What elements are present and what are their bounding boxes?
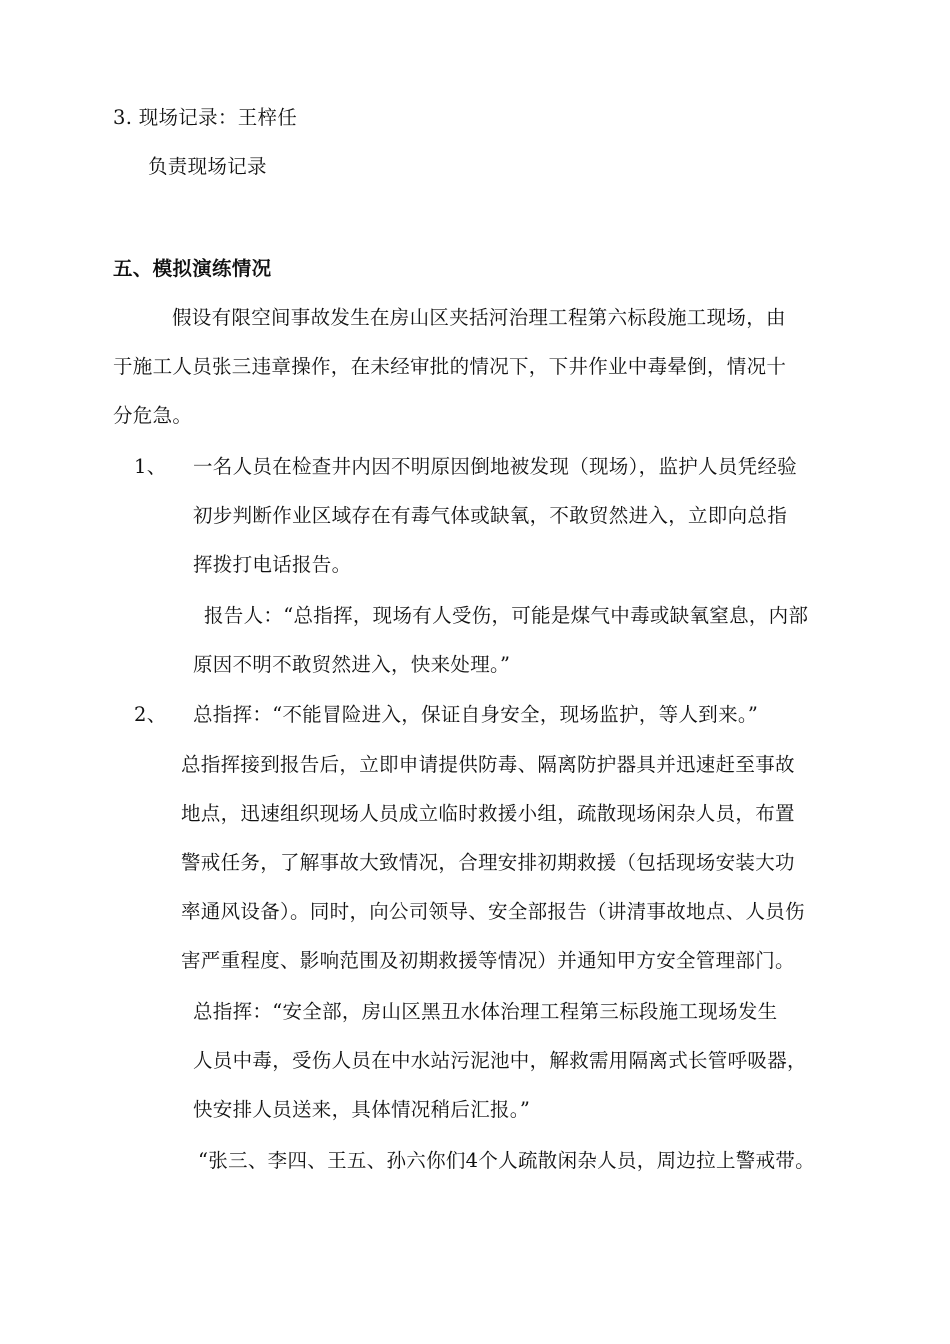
- item-2-line-4: 率通风设备）。同时，向公司领导、安全部报告（讲清事故地点、人员伤: [181, 900, 805, 923]
- intro-line-1: 假设有限空间事故发生在房山区夹括河治理工程第六标段施工现场，由: [172, 306, 786, 329]
- section-5-heading: 五、模拟演练情况: [113, 257, 272, 280]
- item-1-quote-line-1: 报告人：“总指挥，现场有人受伤，可能是煤气中毒或缺氧窒息，内部: [204, 604, 809, 627]
- item-2-first-line: 总指挥：“不能冒险进入，保证自身安全，现场监护，等人到来。”: [193, 703, 759, 726]
- item-2-line-5: 害严重程度、影响范围及初期救援等情况）并通知甲方安全管理部门。: [181, 949, 795, 972]
- item-2-line-3: 警戒任务，了解事故大致情况，合理安排初期救援（包括现场安装大功: [181, 851, 795, 874]
- item-2-line-2: 地点，迅速组织现场人员成立临时救援小组，疏散现场闲杂人员，布置: [181, 802, 795, 825]
- item-2-quote-line-2: 人员中毒，受伤人员在中水站污泥池中，解救需用隔离式长管呼吸器，: [193, 1049, 807, 1072]
- item-1-line-3: 挥拨打电话报告。: [193, 553, 352, 576]
- item-2-number: 2、: [134, 703, 167, 726]
- item-1-number: 1、: [134, 455, 167, 478]
- intro-line-3: 分危急。: [113, 404, 193, 427]
- item-1-line-1: 一名人员在检查井内因不明原因倒地被发现（现场），监护人员凭经验: [193, 455, 798, 478]
- item-2-quote-line-1: 总指挥：“安全部，房山区黑丑水体治理工程第三标段施工现场发生: [193, 1000, 778, 1023]
- item-2-line-1: 总指挥接到报告后，立即申请提供防毒、隔离防护器具并迅速赶至事故: [181, 753, 795, 776]
- item-2-quote-line-3: 快安排人员送来，具体情况稍后汇报。”: [193, 1098, 531, 1121]
- section-3-description: 负责现场记录: [148, 155, 267, 178]
- intro-line-2: 于施工人员张三违章操作，在未经审批的情况下，下井作业中毒晕倒，情况十: [113, 355, 787, 378]
- section-3-title: 3. 现场记录：王梓任: [113, 106, 298, 129]
- item-2-order-line: “张三、李四、王五、孙六你们4个人疏散闲杂人员，周边拉上警戒带。: [198, 1149, 815, 1172]
- item-1-quote-line-2: 原因不明不敢贸然进入，快来处理。”: [193, 653, 511, 676]
- item-1-line-2: 初步判断作业区域存在有毒气体或缺氧，不敢贸然进入，立即向总指: [193, 504, 788, 527]
